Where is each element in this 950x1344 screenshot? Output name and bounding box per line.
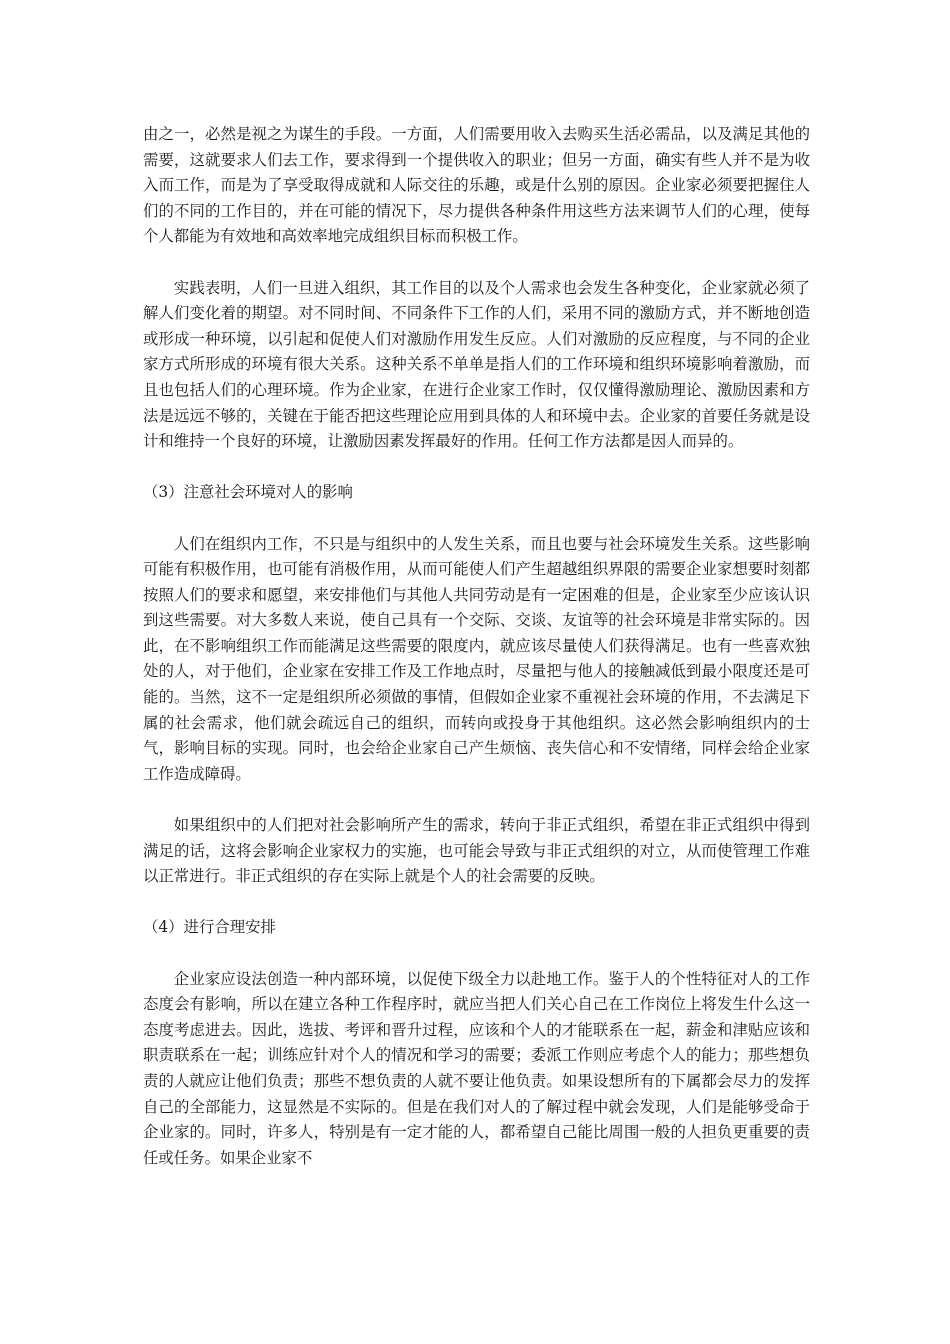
section-heading-3: （3）注意社会环境对人的影响 (143, 483, 353, 502)
paragraph-social-environment: 人们在组织内工作，不只是与组织中的人发生关系，而且也要与社会环境发生关系。这些影响可能有积极作用，也可能有消极作用，从而可能使人们产生超越组织界限的需要企业家想要时刻都按照人们的要求和愿望，来安排他们与其他人共同劳动是有一定困难的但是，企业家至少应该认识到这些需要。对大多数人来说，使自己具有一个交际、交谈、友谊等的社会环境是非常实际的。因此，在不影响组织工作而能满足这些需要的限度内，就应该尽量使人们获得满足。也有一些喜欢独处的人，对于他们，企业家在安排工作及工作地点时，尽量把与他人的接触减低到最小限度还是可能的。当然，这不一定是组织所必须做的事情，但假如企业家不重视社会环境的作用，不去满足下属的社会需求，他们就会疏远自己的组织，而转向或投身于其他组织。这必然会影响组织内的士气，影响目标的实现。同时，也会给企业家自己产生烦恼、丧失信心和不安情绪，同样会给企业家工作造成障碍。 (143, 534, 810, 783)
section-heading-4: （4）进行合理安排 (143, 918, 276, 937)
paragraph-arrangement: 企业家应设法创造一种内部环境，以促使下级全力以赴地工作。鉴于人的个性特征对人的工作态度会有影响，所以在建立各种工作程序时，就应当把人们关心自己在工作岗位上将发生什么这一态度考虑进去。因此，选拔、考评和晋升过程，应该和个人的才能联系在一起，薪金和津贴应该和职责联系在一起；训练应针对个人的情况和学习的需要；委派工作则应考虑个人的能力；那些想负责的人就应让他们负责；那些不想负责的人就不要让他负责。如果设想所有的下属都会尽力的发挥自己的全部能力，这显然是不实际的。但是在我们对人的了解过程中就会发现，人们是能够受命于企业家的。同时，许多人，特别是有一定才能的人，都希望自己能比周围一般的人担负更重要的责任或任务。如果企业家不 (143, 969, 810, 1167)
paragraph-informal-organization: 如果组织中的人们把对社会影响所产生的需求，转向于非正式组织，希望在非正式组织中得到满足的话，这将会影响企业家权力的实施，也可能会导致与非正式组织的对立，从而使管理工作难以正常进行。非正式组织的存在实际上就是个人的社会需要的反映。 (143, 816, 810, 886)
paragraph-practice: 实践表明，人们一旦进入组织，其工作目的以及个人需求也会发生各种变化，企业家就必须了解人们变化着的期望。对不同时间、不同条件下工作的人们，采用不同的激励方式，并不断地创造或形成一种环境，以引起和促使人们对激励作用发生反应。人们对激励的反应程度，与不同的企业家方式所形成的环境有很大关系。这种关系不单单是指人们的工作环境和组织环境影响着激励，而且也包括人们的心理环境。作为企业家，在进行企业家工作时，仅仅懂得激励理论、激励因素和方法是远远不够的，关键在于能否把这些理论应用到具体的人和环境中去。企业家的首要任务就是设计和维持一个良好的环境，让激励因素发挥最好的作用。任何工作方法都是因人而异的。 (143, 278, 810, 451)
paragraph-continuation: 由之一，必然是视之为谋生的手段。一方面，人们需要用收入去购买生活必需品，以及满足其他的需要，这就要求人们去工作，要求得到一个提供收入的职业；但另一方面，确实有些人并不是为收入而工作，而是为了享受取得成就和人际交往的乐趣，或是什么别的原因。企业家必须要把握住人们的不同的工作目的，并在可能的情况下，尽力提供各种条件用这些方法来调节人们的心理，使每个人都能为有效地和高效率地完成组织目标而积极工作。 (143, 125, 810, 246)
document-body (143, 122, 810, 1197)
